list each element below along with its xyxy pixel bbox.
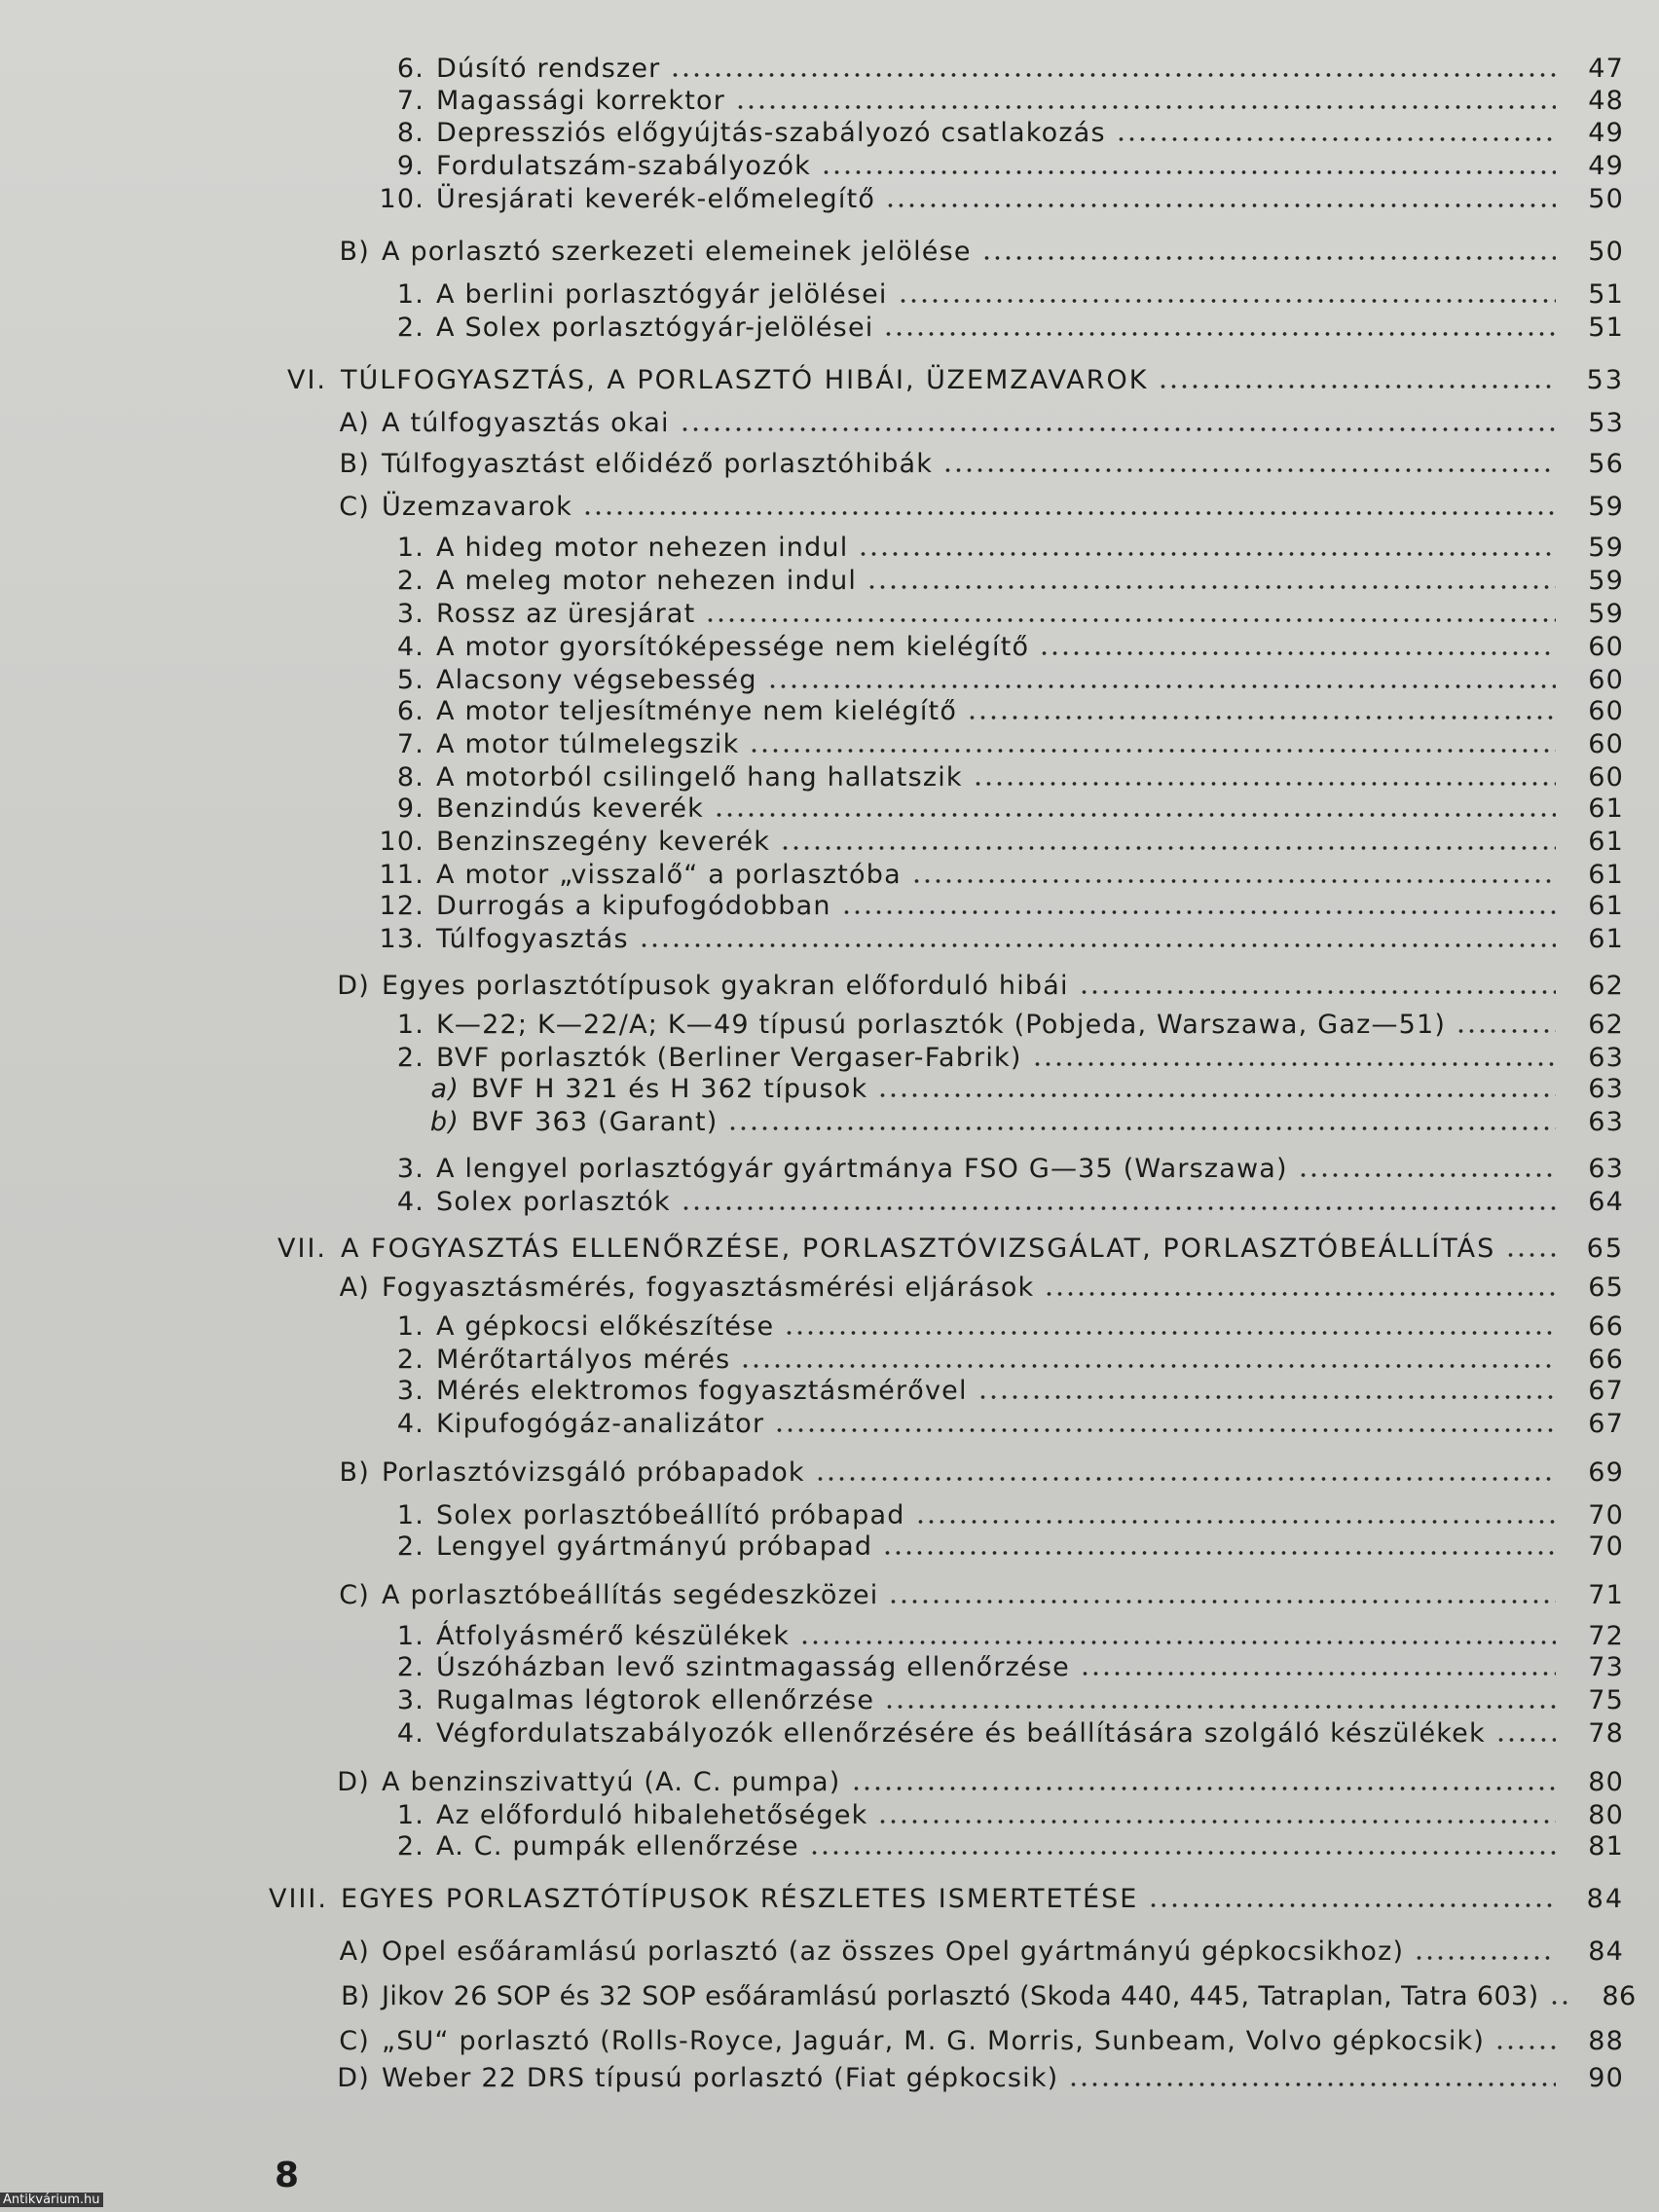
toc-chapter — [269, 1229, 1659, 1268]
dot-leader — [705, 616, 1556, 624]
toc-marker: D) — [337, 2062, 370, 2093]
toc-page-number: 65 — [1588, 1272, 1624, 1303]
toc-marker: 8. — [396, 761, 424, 793]
toc-page-number: 88 — [1588, 2025, 1624, 2056]
toc-page-number: 51 — [1588, 278, 1624, 310]
toc-marker: 2. — [396, 1651, 424, 1682]
toc-marker: 10. — [379, 183, 424, 214]
dot-leader — [877, 1091, 1556, 1099]
toc-entry — [321, 2058, 1659, 2097]
toc-entry — [321, 487, 1659, 526]
toc-title: Opel esőáramlású porlasztó (az összes Opel gyártmányú gépkocsikhoz) — [382, 1936, 1405, 1967]
toc-marker: 1. — [396, 1620, 424, 1651]
dot-leader — [858, 550, 1556, 558]
toc-page-number: 60 — [1588, 728, 1624, 759]
toc-entry — [321, 232, 1659, 271]
toc-page-number: 50 — [1588, 183, 1624, 214]
dot-leader — [767, 682, 1556, 690]
toc-page-number: 61 — [1588, 859, 1624, 890]
toc-entry — [374, 1826, 1659, 1865]
dot-leader — [942, 466, 1556, 474]
dot-leader — [1044, 1290, 1556, 1298]
toc-title: A motor túlmelegszik — [436, 728, 740, 759]
toc-marker: 1. — [396, 1499, 424, 1530]
toc-page-number: 53 — [1588, 407, 1624, 438]
toc-title: A benzinszivattyú (A. C. pumpa) — [382, 1766, 841, 1797]
toc-page-number: 67 — [1588, 1375, 1624, 1406]
toc-title: BVF porlasztók (Berliner Vergaser-Fabrik) — [436, 1042, 1022, 1073]
toc-page-number: 66 — [1588, 1344, 1624, 1375]
dot-leader — [1549, 1999, 1568, 2007]
toc-title: Rossz az üresjárat — [436, 598, 696, 629]
toc-title: A hideg motor nehezen indul — [436, 532, 849, 563]
toc-page-number: 65 — [1586, 1233, 1624, 1264]
toc-title: Fordulatszám-szabályozók — [436, 150, 812, 181]
toc-page-number: 51 — [1588, 312, 1624, 343]
dot-leader — [911, 877, 1556, 885]
dot-leader — [1039, 649, 1556, 657]
toc-marker: C) — [339, 1579, 370, 1610]
dot-leader — [1494, 2044, 1556, 2051]
toc-entry — [374, 919, 1659, 958]
dot-leader — [727, 1124, 1556, 1132]
toc-title: Kipufogógáz-analizátor — [436, 1408, 765, 1439]
dot-leader — [809, 1849, 1556, 1857]
dot-leader — [1456, 1027, 1556, 1035]
toc-title: Mérés elektromos fogyasztásmérővel — [436, 1375, 968, 1406]
toc-marker: 4. — [396, 1186, 424, 1217]
toc-marker: 2. — [396, 565, 424, 596]
toc-marker: VI. — [286, 364, 327, 395]
toc-title: A porlasztó szerkezeti elemeinek jelölése — [382, 236, 972, 267]
toc-entry — [374, 179, 1659, 218]
toc-title: Az előforduló hibalehetőségek — [436, 1799, 868, 1830]
dot-leader — [882, 1549, 1556, 1557]
toc-marker: 3. — [396, 598, 424, 629]
toc-marker: 5. — [396, 664, 424, 695]
toc-marker: 1. — [396, 1799, 424, 1830]
dot-leader — [749, 747, 1556, 755]
toc-title: Dúsító rendszer — [436, 53, 661, 84]
toc-marker: 7. — [396, 728, 424, 759]
toc-marker: 6. — [396, 53, 424, 84]
toc-page-number: 84 — [1586, 1883, 1624, 1914]
toc-entry — [374, 1182, 1659, 1221]
toc-entry — [321, 1453, 1659, 1492]
page-number: 8 — [275, 2156, 300, 2195]
toc-page-number: 60 — [1588, 695, 1624, 726]
toc-marker: 1. — [396, 532, 424, 563]
toc-title: K—22; K—22/A; K—49 típusú porlasztók (Pobjeda, Warszawa, Gaz—51) — [436, 1009, 1447, 1040]
toc-marker: A) — [339, 1936, 370, 1967]
dot-leader — [877, 1818, 1556, 1825]
toc-marker: VIII. — [269, 1883, 328, 1914]
toc-title: Mérőtartályos mérés — [436, 1344, 731, 1375]
toc-title: Túlfogyasztást előidéző porlasztóhibák — [382, 448, 934, 479]
dot-leader — [680, 425, 1556, 433]
toc-page-number: 80 — [1588, 1766, 1624, 1797]
dot-leader — [885, 202, 1556, 209]
toc-title: Alacsony végsebesség — [436, 664, 757, 695]
toc-page-number: 69 — [1588, 1456, 1624, 1488]
toc-entry — [374, 1714, 1659, 1752]
toc-title: Jikov 26 SOP és 32 SOP esőáramlású porlasztó (Skoda 440, 445, Tatraplan, Tatra 603) — [382, 1980, 1539, 2011]
toc-marker: 3. — [396, 1153, 424, 1184]
toc-page-number: 75 — [1588, 1684, 1624, 1715]
toc-marker: 4. — [396, 1717, 424, 1749]
toc-page-number: 49 — [1588, 150, 1624, 181]
dot-leader — [774, 1426, 1556, 1434]
toc-title: A FOGYASZTÁS ELLENŐRZÉSE, PORLASZTÓVIZSGÁLAT, PORLASZTÓBEÁLLÍTÁS — [341, 1233, 1496, 1264]
dot-leader — [784, 1329, 1556, 1337]
toc-page-number: 67 — [1588, 1408, 1624, 1439]
toc-title: A túlfogyasztás okai — [382, 407, 670, 438]
dot-leader — [582, 509, 1556, 517]
toc-marker: D) — [337, 970, 370, 1001]
toc-entry — [374, 1404, 1659, 1443]
toc-page-number: 62 — [1588, 970, 1624, 1001]
toc-title: „SU“ porlasztó (Rolls-Royce, Jaguár, M. G. Morris, Sunbeam, Volvo gépkocsik) — [382, 2025, 1486, 2056]
toc-title: Magassági korrektor — [436, 85, 726, 116]
toc-title: Solex porlasztók — [436, 1186, 671, 1217]
toc-marker: B) — [341, 1980, 370, 2011]
toc-marker: B) — [339, 236, 370, 267]
dot-leader — [1116, 135, 1556, 143]
toc-entry — [321, 2021, 1659, 2060]
toc-title: Átfolyásmérő készülékek — [436, 1620, 791, 1651]
toc-marker: D) — [337, 1766, 370, 1797]
toc-marker: 1. — [396, 1009, 424, 1040]
toc-title: Solex porlasztóbeállító próbapad — [436, 1499, 905, 1530]
toc-marker: 10. — [379, 826, 424, 857]
toc-page-number: 63 — [1588, 1106, 1624, 1137]
dot-leader — [981, 254, 1556, 262]
toc-marker: VII. — [277, 1233, 327, 1264]
toc-title: Porlasztóvizsgáló próbapadok — [382, 1456, 805, 1488]
dot-leader — [967, 714, 1556, 721]
toc-marker: 2. — [396, 312, 424, 343]
dot-leader — [1068, 2081, 1556, 2088]
toc-title: Túlfogyasztás — [436, 923, 629, 954]
toc-marker: 2. — [396, 1042, 424, 1073]
toc-title: A. C. pumpák ellenőrzése — [436, 1830, 799, 1862]
toc-page-number: 71 — [1588, 1579, 1624, 1610]
toc-entry — [321, 403, 1659, 442]
toc-page-number: 81 — [1588, 1830, 1624, 1862]
toc-page-number: 61 — [1588, 923, 1624, 954]
toc-chapter — [269, 360, 1659, 399]
toc-page-number: 50 — [1588, 236, 1624, 267]
toc-page-number: 78 — [1588, 1717, 1624, 1749]
toc-page-number: 59 — [1588, 532, 1624, 563]
toc-title: A berlini porlasztógyár jelölései — [436, 278, 888, 310]
toc-title: Benzinszegény keverék — [436, 826, 771, 857]
toc-page-number: 64 — [1588, 1186, 1624, 1217]
toc-marker: 13. — [379, 923, 424, 954]
toc-entry — [374, 1527, 1659, 1566]
toc-title: Rugalmas légtorok ellenőrzése — [436, 1684, 875, 1715]
toc-marker: b) — [429, 1106, 460, 1137]
toc-marker: 11. — [379, 859, 424, 890]
dot-leader — [1032, 1060, 1556, 1068]
dot-leader — [1298, 1171, 1556, 1179]
dot-leader — [1495, 1736, 1556, 1744]
dot-leader — [670, 71, 1556, 79]
dot-leader — [735, 103, 1556, 111]
toc-marker: A) — [339, 1272, 370, 1303]
toc-marker: 1. — [396, 1310, 424, 1342]
toc-marker: B) — [339, 1456, 370, 1488]
dot-leader — [815, 1475, 1556, 1483]
dot-leader — [977, 1393, 1556, 1401]
toc-marker: 8. — [396, 117, 424, 148]
dot-leader — [841, 908, 1556, 916]
toc-title: A motorból csilingelő hang hallatszik — [436, 761, 963, 793]
dot-leader — [780, 844, 1556, 852]
toc-title: Lengyel gyártmányú próbapad — [436, 1530, 873, 1562]
dot-leader — [681, 1204, 1556, 1212]
toc-entry — [321, 1932, 1659, 1971]
toc-page-number: 63 — [1588, 1153, 1624, 1184]
toc-title: BVF H 321 és H 362 típusok — [471, 1073, 868, 1104]
toc-page-number: 63 — [1588, 1042, 1624, 1073]
toc-marker: B) — [339, 448, 370, 479]
toc-page-number: 61 — [1588, 826, 1624, 857]
toc-page-number: 86 — [1602, 1980, 1637, 2011]
toc-title: EGYES PORLASZTÓTÍPUSOK RÉSZLETES ISMERTETÉSE — [341, 1883, 1139, 1914]
toc-marker: 4. — [396, 1408, 424, 1439]
dot-leader — [884, 1703, 1556, 1711]
toc-entry — [321, 1976, 1659, 2015]
toc-page-number: 84 — [1588, 1936, 1624, 1967]
toc-page-number: 61 — [1588, 793, 1624, 824]
toc-page-number: 48 — [1588, 85, 1624, 116]
toc-marker: 3. — [396, 1375, 424, 1406]
toc-title: A porlasztóbeállítás segédeszközei — [382, 1579, 879, 1610]
toc-title: TÚLFOGYASZTÁS, A PORLASZTÓ HIBÁI, ÜZEMZAVAROK — [341, 364, 1149, 395]
toc-entry — [321, 1268, 1659, 1307]
toc-marker: 3. — [396, 1684, 424, 1715]
toc-title: Benzindús keverék — [436, 793, 704, 824]
dot-leader — [883, 330, 1556, 338]
dot-leader — [799, 1639, 1556, 1646]
toc-marker: 2. — [396, 1530, 424, 1562]
toc-marker: 2. — [396, 1830, 424, 1862]
dot-leader — [1148, 1901, 1556, 1909]
toc-entry — [321, 966, 1659, 1005]
toc-page-number: 47 — [1588, 53, 1624, 84]
dot-leader — [973, 780, 1556, 788]
toc-marker: 1. — [396, 278, 424, 310]
toc-entry — [321, 444, 1659, 483]
toc-title: Fogyasztásmérés, fogyasztásmérési eljárások — [382, 1272, 1035, 1303]
toc-title: Üresjárati keverék-előmelegítő — [436, 183, 876, 214]
dot-leader — [1158, 383, 1556, 390]
toc-marker: a) — [430, 1073, 460, 1104]
toc-chapter — [269, 1879, 1659, 1918]
toc-title: A motor gyorsítóképessége nem kielégítő — [436, 631, 1030, 662]
dot-leader — [1414, 1954, 1556, 1962]
dot-leader — [1505, 1251, 1556, 1259]
toc-page-number: 72 — [1588, 1620, 1624, 1651]
toc-page-number: 60 — [1588, 664, 1624, 695]
toc-entry — [424, 1102, 1659, 1141]
toc-title: Depressziós előgyújtás-szabályozó csatlakozás — [436, 117, 1106, 148]
dot-leader — [851, 1785, 1557, 1792]
toc-title: A motor teljesítménye nem kielégítő — [436, 695, 958, 726]
dot-leader — [740, 1362, 1556, 1370]
toc-entry — [321, 1575, 1659, 1614]
toc-title: Egyes porlasztótípusok gyakran előforduló hibái — [382, 970, 1069, 1001]
toc-marker: 9. — [396, 793, 424, 824]
toc-title: Durrogás a kipufogódobban — [436, 890, 831, 921]
toc-page-number: 61 — [1588, 890, 1624, 921]
toc-title: A lengyel porlasztógyár gyártmánya FSO G—35 (Warszawa) — [436, 1153, 1288, 1184]
toc-page-number: 62 — [1588, 1009, 1624, 1040]
dot-leader — [898, 297, 1556, 305]
dot-leader — [866, 583, 1556, 591]
watermark: Antikvárium.hu — [0, 2193, 103, 2207]
toc-entry — [374, 308, 1659, 347]
toc-title: A meleg motor nehezen indul — [436, 565, 858, 596]
toc-marker: C) — [339, 491, 370, 522]
dot-leader — [915, 1518, 1556, 1526]
toc-page-number: 66 — [1588, 1310, 1624, 1342]
toc-page-number: 70 — [1588, 1499, 1624, 1530]
dot-leader — [888, 1598, 1556, 1605]
toc-page-number: 80 — [1588, 1799, 1624, 1830]
dot-leader — [1080, 1670, 1556, 1677]
toc-title: Weber 22 DRS típusú porlasztó (Fiat gépkocsik) — [382, 2062, 1059, 2093]
toc-marker: 6. — [396, 695, 424, 726]
toc-marker: C) — [339, 2025, 370, 2056]
dot-leader — [821, 168, 1556, 176]
toc-page-number: 90 — [1588, 2062, 1624, 2093]
toc-page-number: 60 — [1588, 761, 1624, 793]
toc-marker: 12. — [379, 890, 424, 921]
toc-page-number: 60 — [1588, 631, 1624, 662]
toc-title: Üzemzavarok — [382, 491, 572, 522]
toc-page-number: 53 — [1586, 364, 1624, 395]
toc-page-number: 70 — [1588, 1530, 1624, 1562]
toc-marker: 2. — [396, 1344, 424, 1375]
toc-marker: 4. — [396, 631, 424, 662]
toc-marker: 7. — [396, 85, 424, 116]
toc-page-number: 59 — [1588, 598, 1624, 629]
toc-title: BVF 363 (Garant) — [471, 1106, 719, 1137]
toc-title: A gépkocsi előkészítése — [436, 1310, 775, 1342]
dot-leader — [639, 941, 1556, 949]
toc-title: Végfordulatszabályozók ellenőrzésére és beállítására szolgáló készülékek — [436, 1717, 1486, 1749]
toc-title: Úszóházban levő szintmagasság ellenőrzése — [436, 1651, 1070, 1682]
toc-title: A motor „visszalő“ a porlasztóba — [436, 859, 902, 890]
toc-page-number: 56 — [1588, 448, 1624, 479]
toc-marker: 9. — [396, 150, 424, 181]
toc-page-number: 59 — [1588, 565, 1624, 596]
dot-leader — [714, 811, 1556, 819]
toc-page-number: 59 — [1588, 491, 1624, 522]
toc-page-number: 49 — [1588, 117, 1624, 148]
toc-marker: A) — [339, 407, 370, 438]
toc-title: A Solex porlasztógyár-jelölései — [436, 312, 874, 343]
dot-leader — [1079, 988, 1556, 996]
toc-page-number: 63 — [1588, 1073, 1624, 1104]
toc-page-number: 73 — [1588, 1651, 1624, 1682]
